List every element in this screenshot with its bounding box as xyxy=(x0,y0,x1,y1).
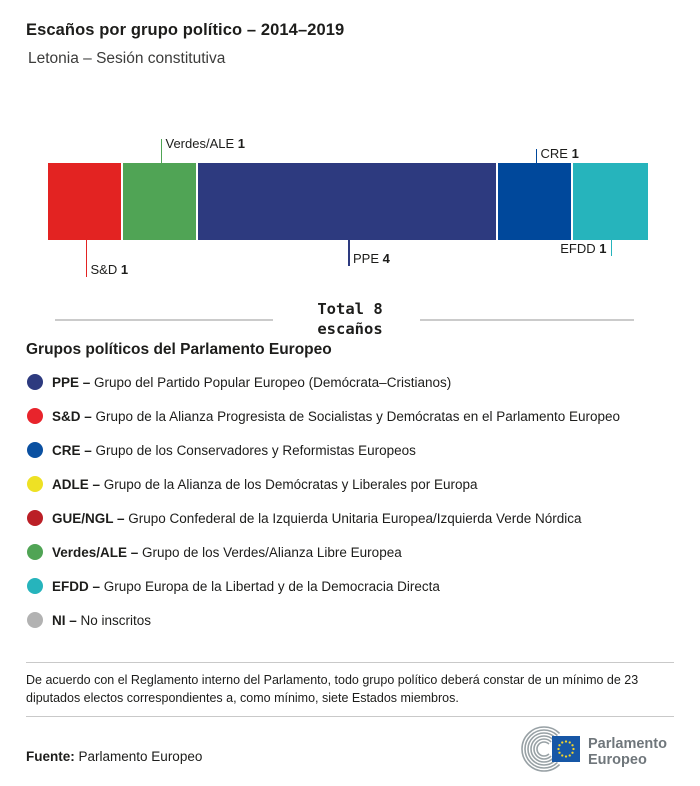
bar-segment-ppe xyxy=(198,163,496,240)
bar-segment-cre xyxy=(498,163,571,240)
callout-label-efdd: EFDD 1 xyxy=(560,241,607,256)
legend-dot-ppe xyxy=(27,374,43,390)
legend-dot-verdes-ale xyxy=(27,544,43,560)
legend-dot-s-d xyxy=(27,408,43,424)
callout-line-efdd xyxy=(611,240,613,256)
eu-flag-icon xyxy=(552,736,580,762)
callout-label-ppe: PPE 4 xyxy=(353,251,390,266)
legend-label-ppe: PPE – Grupo del Partido Popular Europeo (Demócrata–Cristianos) xyxy=(52,374,452,390)
european-parliament-logo xyxy=(518,723,682,775)
legend-item-ppe xyxy=(27,372,451,392)
total-seats-line2: escaños xyxy=(317,320,383,338)
legend-dot-gue-ngl xyxy=(27,510,43,526)
legend-item-adle xyxy=(27,474,477,494)
bar-segment-s-d xyxy=(48,163,121,240)
callout-label-verdes-ale: Verdes/ALE 1 xyxy=(165,136,246,151)
source-line xyxy=(26,749,202,764)
legend-dot-efdd xyxy=(27,578,43,594)
footnote-divider-top xyxy=(26,662,674,663)
legend-label-efdd: EFDD – Grupo Europa de la Libertad y de la Democracia Directa xyxy=(52,578,440,594)
total-rule-left xyxy=(55,319,273,321)
legend-heading: Grupos políticos del Parlamento Europeo xyxy=(26,341,332,358)
footnote-divider-bottom xyxy=(26,716,674,717)
legend-label-ni: NI – No inscritos xyxy=(52,612,152,628)
callout-label-cre: CRE 1 xyxy=(540,146,579,161)
legend-item-efdd xyxy=(27,576,440,596)
page-subtitle: Letonia – Sesión constitutiva xyxy=(28,50,226,67)
page-title: Escaños por grupo político – 2014–2019 xyxy=(26,21,345,39)
total-seats-label xyxy=(285,299,415,339)
legend-item-s-d xyxy=(27,406,620,426)
legend-dot-ni xyxy=(27,612,43,628)
legend-dot-adle xyxy=(27,476,43,492)
legend-item-ni xyxy=(27,610,151,630)
logo-text-line2: Europeo xyxy=(588,752,647,768)
source-label: Fuente: xyxy=(26,749,75,764)
legend-item-cre xyxy=(27,440,416,460)
legend-label-adle: ADLE – Grupo de la Alianza de los Demócratas y Liberales por Europa xyxy=(52,476,478,492)
logo-text-line1: Parlamento xyxy=(588,736,667,752)
source-value: Parlamento Europeo xyxy=(78,749,203,764)
total-seats-line1: Total 8 xyxy=(317,300,383,318)
callout-line-ppe xyxy=(348,240,350,266)
seat-bar-chart xyxy=(0,0,700,300)
callout-label-s-d: S&D 1 xyxy=(90,262,129,277)
legend-label-s-d: S&D – Grupo de la Alianza Progresista de Socialistas y Demócratas en el Parlamento Europeo xyxy=(52,408,621,424)
legend-label-gue-ngl: GUE/NGL – Grupo Confederal de la Izquierda Unitaria Europea/Izquierda Verde Nórdica xyxy=(52,510,582,526)
callout-line-verdes-ale xyxy=(161,139,163,163)
legend-item-verdes-ale xyxy=(27,542,402,562)
legend-dot-cre xyxy=(27,442,43,458)
legend-label-verdes-ale: Verdes/ALE – Grupo de los Verdes/Alianza Libre Europea xyxy=(52,544,402,560)
callout-line-cre xyxy=(536,149,538,163)
callout-line-s-d xyxy=(86,240,88,277)
bar-segment-efdd xyxy=(573,163,648,240)
footnote: De acuerdo con el Reglamento interno del Parlamento, todo grupo político deberá constar de un mínimo de 23 diputados electos correspondientes a, como mínimo, siete Estados miembros. xyxy=(26,673,639,705)
legend-label-cre: CRE – Grupo de los Conservadores y Reformistas Europeos xyxy=(52,442,416,458)
bar-segment-verdes-ale xyxy=(123,163,196,240)
total-rule-right xyxy=(420,319,634,321)
legend-item-gue-ngl xyxy=(27,508,582,528)
